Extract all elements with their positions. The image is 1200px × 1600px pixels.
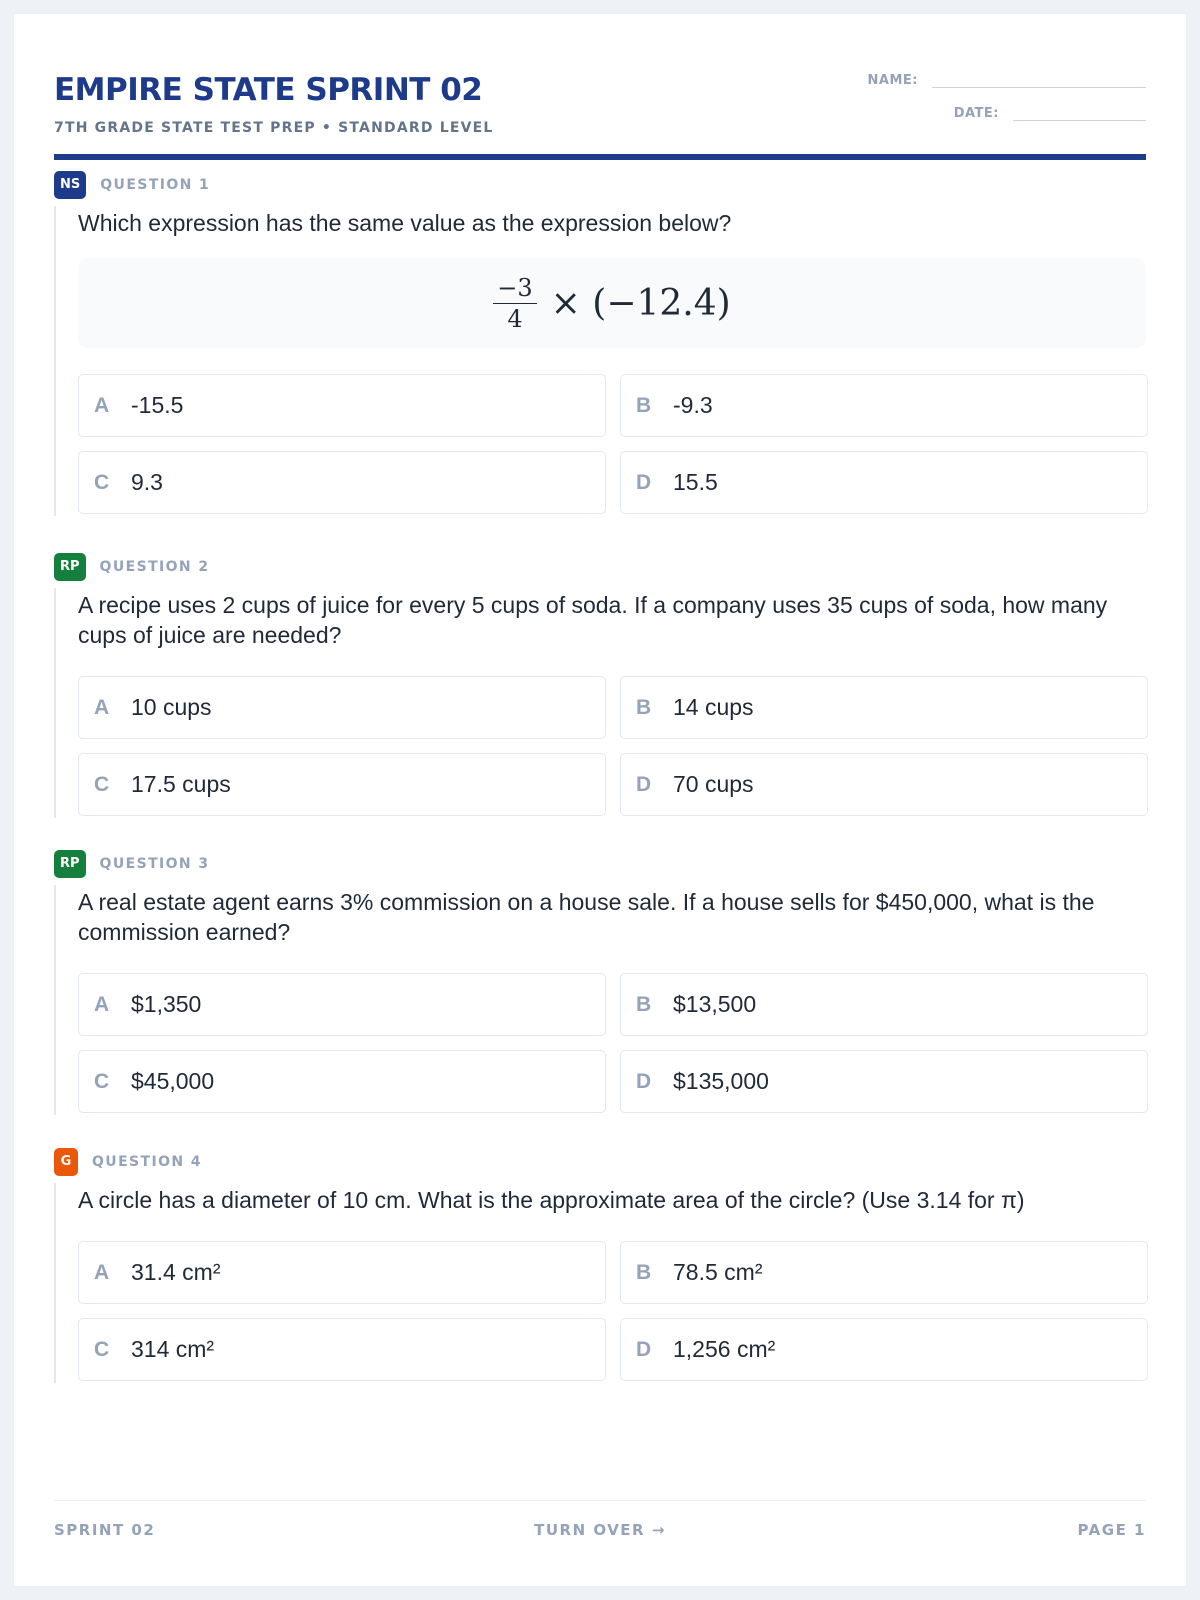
- answer-choices: [78, 973, 1146, 1113]
- page-number: PAGE 1: [1077, 1521, 1146, 1539]
- choice-letter: A: [94, 992, 110, 1016]
- choice-a[interactable]: [78, 676, 606, 739]
- choice-text: $45,000: [131, 1068, 215, 1094]
- expression-rest: × (−12.4): [550, 282, 731, 324]
- fraction-denominator: 4: [507, 304, 523, 333]
- domain-badge: RP: [54, 850, 86, 878]
- choice-d[interactable]: [620, 1318, 1148, 1381]
- question-number: QUESTION 4: [92, 1154, 202, 1170]
- domain-badge: RP: [54, 553, 86, 581]
- expression-box: [78, 258, 1146, 348]
- question-text: Which expression has the same value as the expression below?: [78, 210, 732, 236]
- choice-letter: B: [636, 992, 652, 1016]
- question-header: [54, 170, 1146, 200]
- choice-b[interactable]: [620, 676, 1148, 739]
- question-4: [54, 1147, 1146, 1383]
- page-footer: [54, 1500, 1146, 1580]
- choice-letter: C: [94, 772, 110, 796]
- choice-d[interactable]: [620, 451, 1148, 514]
- question-2: [54, 552, 1146, 818]
- choice-text: 10 cups: [131, 694, 212, 720]
- choice-text: 70 cups: [673, 771, 754, 797]
- question-number: QUESTION 2: [99, 559, 210, 575]
- choice-c[interactable]: [78, 753, 606, 816]
- choice-text: -9.3: [673, 392, 713, 418]
- answer-choices: [78, 676, 1146, 816]
- question-3: [54, 849, 1146, 1115]
- choice-letter: D: [636, 1069, 652, 1093]
- choice-c[interactable]: [78, 1318, 606, 1381]
- choice-c[interactable]: [78, 1050, 606, 1113]
- choice-letter: C: [94, 1069, 110, 1093]
- question-1: [54, 170, 1146, 516]
- choice-letter: D: [636, 1337, 652, 1361]
- choice-letter: C: [94, 1337, 110, 1361]
- choice-text: $13,500: [673, 991, 757, 1017]
- name-line[interactable]: [932, 68, 1146, 88]
- question-header: [54, 1147, 1146, 1177]
- turn-over-link[interactable]: TURN OVER →: [534, 1521, 666, 1539]
- choice-b[interactable]: [620, 1241, 1148, 1304]
- answer-choices: [78, 374, 1146, 514]
- choice-d[interactable]: [620, 1050, 1148, 1113]
- name-label: NAME:: [867, 73, 918, 88]
- choice-text: 14 cups: [673, 694, 754, 720]
- question-header: [54, 849, 1146, 879]
- choice-a[interactable]: [78, 1241, 606, 1304]
- choice-text: 78.5 cm²: [673, 1259, 763, 1285]
- fraction: [493, 273, 536, 333]
- fraction-numerator: −3: [493, 276, 536, 304]
- choice-letter: A: [94, 1260, 110, 1284]
- choice-letter: C: [94, 470, 110, 494]
- choice-text: 9.3: [131, 469, 163, 495]
- date-field[interactable]: [954, 101, 1146, 121]
- question-number: QUESTION 3: [99, 856, 210, 872]
- choice-text: 31.4 cm²: [131, 1259, 221, 1285]
- question-body: [54, 885, 1146, 1115]
- choice-a[interactable]: [78, 374, 606, 437]
- choice-text: 1,256 cm²: [673, 1336, 776, 1362]
- domain-badge: NS: [54, 171, 86, 199]
- question-body: [54, 1183, 1146, 1383]
- question-number: QUESTION 1: [100, 177, 211, 193]
- choice-letter: B: [636, 1260, 652, 1284]
- name-field[interactable]: [868, 68, 1146, 88]
- date-line[interactable]: [1013, 101, 1146, 121]
- choice-letter: A: [94, 695, 110, 719]
- choice-text: $135,000: [673, 1068, 769, 1094]
- page-subtitle: 7TH GRADE STATE TEST PREP • STANDARD LEVEL: [54, 120, 494, 136]
- choice-letter: B: [636, 695, 652, 719]
- question-body: [54, 206, 1146, 516]
- page-title: EMPIRE STATE SPRINT 02: [54, 72, 483, 108]
- choice-letter: B: [636, 393, 652, 417]
- question-text: A circle has a diameter of 10 cm. What is the approximate area of the circle? (Use 3.14 for π): [78, 1187, 1025, 1213]
- question-text: A real estate agent earns 3% commission on a house sale. If a house sells for $450,000, what is the commission earned?: [78, 889, 1095, 945]
- choice-c[interactable]: [78, 451, 606, 514]
- question-body: [54, 588, 1146, 818]
- worksheet-header: [54, 54, 1146, 160]
- choice-letter: D: [636, 470, 652, 494]
- choice-b[interactable]: [620, 973, 1148, 1036]
- choice-text: 314 cm²: [131, 1336, 215, 1362]
- choice-text: 17.5 cups: [131, 771, 231, 797]
- choice-text: 15.5: [673, 469, 718, 495]
- question-header: [54, 552, 1146, 582]
- choice-letter: D: [636, 772, 652, 796]
- choice-letter: A: [94, 393, 110, 417]
- answer-choices: [78, 1241, 1146, 1381]
- choice-text: $1,350: [131, 991, 202, 1017]
- choice-b[interactable]: [620, 374, 1148, 437]
- domain-badge: G: [54, 1148, 78, 1176]
- choice-text: -15.5: [131, 392, 184, 418]
- choice-d[interactable]: [620, 753, 1148, 816]
- date-label: DATE:: [953, 106, 999, 121]
- worksheet-page: [14, 14, 1186, 1586]
- choice-a[interactable]: [78, 973, 606, 1036]
- question-text: A recipe uses 2 cups of juice for every 5 cups of soda. If a company uses 35 cups of soda, how many cups of juice are needed?: [78, 592, 1108, 648]
- footer-sprint-label: SPRINT 02: [54, 1521, 156, 1539]
